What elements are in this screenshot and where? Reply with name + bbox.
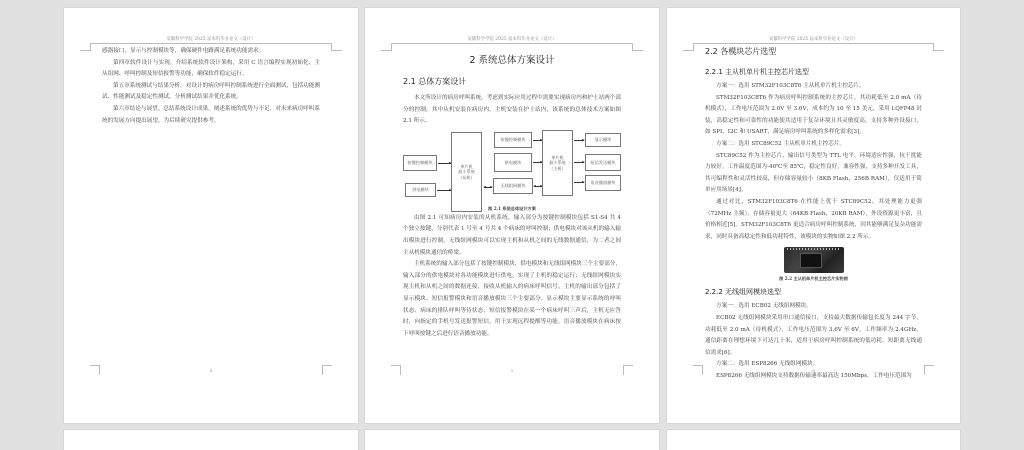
bidirectional-arrow-icon <box>534 186 542 187</box>
figure-caption: 图 2.2 主从机单片机主控芯片实物图 <box>779 276 848 282</box>
voice-module: 语音播放模块 <box>585 175 621 191</box>
paragraph: 方案一：选用 STM32F103C8T6 主从机单片机主控芯片。 <box>716 83 865 89</box>
page-body <box>403 52 621 340</box>
arrow-icon <box>437 190 451 191</box>
sms-module: 短信发送模块 <box>585 154 621 171</box>
page-header: 安徽科学学院 2025 届本科毕业论文（设计） <box>768 37 858 42</box>
paragraph: 由图 2.1 可知病房内安装的从机系统，输入部分为按键控制模块包括 S1-S4 共 4 个独立按键，分别代表 1 号至 4 号共 4 个病床的呼叫控制；供电模块对该从机的输入输出模块进行控制。无线组网模块可以实现主机和从机之间的无线数据通信，为二者之间主从机模块通信的桥梁。 <box>403 214 621 256</box>
paragraph: 通过对比，STM32F103C8T6 在性能上优于 STC89C52，其处理能力更强（72MHz 主频），存储容量更大（64KB Flash，20KB RAM），外设资源更丰富，且价格相近[5]。STM32F103C8T6 更适合病房呼叫控制系统，因其能够满足复杂功能需求，同时具备高稳定性和低功耗特性，该模块的实物如图 2.2 所示。 <box>705 198 922 240</box>
page-body <box>102 46 320 127</box>
subsection-title: 2.2.2 无线组网模块选型 <box>705 288 782 297</box>
document-page-5 <box>365 8 659 423</box>
document-page-next <box>64 430 358 450</box>
page-header: 安徽科学学院 2025 届本科毕业论文（设计） <box>467 37 557 42</box>
master-mcu-core: 单片机 最小系统 （主机） <box>542 130 573 196</box>
document-page-4 <box>64 8 358 423</box>
slave-mcu-core: 单片机 最小系统 （从机） <box>451 132 482 212</box>
arrow-icon <box>574 182 584 183</box>
wireless-network-module: 无线组网模块 <box>493 178 533 194</box>
section-title: 2.1 总体方案设计 <box>403 77 467 86</box>
paragraph: STM32F103C8T6 作为病房呼叫控制系统的主控芯片，其功耗低至 2.0 mA（待机模式），工作电压范围为 2.0V 至 3.6V，成本约为 10 至 15 美元，采用 LQFP48 封装，高稳定性和可靠性的功能使其适用于复杂环境且其灵敏度高，支持多种外设接口，如 SPI、I2C 和 USART，满足病房呼叫系统的多样化需求[3]。 <box>705 94 922 136</box>
paragraph: STC89C52 作为主控芯片，输出信号类型为 TTL 电平，环境适应性强，抗干扰能力较好，工作温度范围为-40℃至 85℃，稳定性良好，兼容性强，支持多种开发工具，其可编程性和灵活性较高，但存储容量较小（8KB Flash，256B RAM），仅适用于简单应用场景[4]。 <box>705 152 922 194</box>
arrow-icon <box>438 163 451 164</box>
header-rule <box>391 43 633 51</box>
paragraph: 方案二：选用 ESP8266 无线组网模块。 <box>716 361 819 368</box>
master-keypad-module: 按键控制模块 <box>494 132 532 148</box>
arrow-icon <box>533 140 542 141</box>
paragraph: 本文所设计的病房呼叫系统，考虑到实际应用过程中需要实现病房内和护士站两个部分的控制，其中从机安装在病房内，主机安装在护士站内，该系统的总体技术方案如图 2.1 所示。 <box>403 95 621 125</box>
paragraph: 方案二：选用 STC89C52 主从机单片机主控芯片。 <box>716 140 846 147</box>
paragraph: 主机系统的输入部分包括了按键控制模块、供电模块和无线组网模块三个主要部分，输入部分的供电模块对各功能模块进行供电，实现了主机的稳定运行；无线组网模块实现主机和从机之间的数据连接，接收从机输入的病床呼叫信号。主机的输出部分包括了显示模块、短信报警模块和语音播放模块三个主要部分。显示模块主要显示系统的呼叫状态、病床的排队呼叫等待状态；短信报警模块在某一个病床呼叫三声后，主机无应答时，向指定的手机号发送报警短信，用于实现远程提醒等功能。语音播放模块在病床按下呼叫按键之后进行语音播放功能。 <box>403 261 621 337</box>
arrow-icon <box>574 140 584 141</box>
page-number: 4 <box>209 368 213 373</box>
arrow-icon <box>574 162 584 163</box>
system-block-diagram <box>403 130 625 220</box>
document-page-next <box>365 430 659 450</box>
slave-keypad-module: 按键控制模块 <box>403 155 437 171</box>
section-title: 2.2 各模块芯片选型 <box>705 47 777 56</box>
paragraph: 方案一：选用 ECB02 无线组网模块。 <box>716 303 812 310</box>
document-page-next <box>667 430 960 450</box>
master-power-module: 供电模块 <box>494 153 532 172</box>
paragraph: ECB02 无线组网模块采用串口通信接口，支持最大数据传输包长度为 244 字节，功耗低至 2.0 mA（待机模式），工作电压范围为 3.6V 至 6V，工作频率为 2.4GHz，通信距离在理想环境下可达几十米，适用于病房呼叫控制系统的低功耗、短距离无线通信需求[6]。 <box>705 314 922 356</box>
display-module: 显示模块 <box>585 133 621 147</box>
paragraph: 感器接口、显示与控制模块等，确保硬件电路满足系统功能需求。 <box>102 48 265 54</box>
document-page-6 <box>667 8 960 423</box>
paragraph: 第五章系统测试与结果分析。对设计的病房呼叫控制系统进行全面测试，包括功能测试、性能测试及稳定性测试，分析测试结果并优化系统。 <box>102 82 320 101</box>
canvas-background <box>960 0 1024 437</box>
bidirectional-arrow-icon <box>484 187 492 188</box>
paragraph: 第四章软件设计与实现。介绍系统软件设计架构，采用 C 语言编程实现初始化、主从组网、呼叫控制及短信报警等功能，确保软件稳定运行。 <box>102 59 320 78</box>
page-header: 安徽科学学院 2025 届本科毕业论文（设计） <box>166 37 256 42</box>
arrow-icon <box>533 162 542 163</box>
page-body <box>705 44 922 382</box>
subsection-title: 2.2.1 主从机单片机主控芯片选型 <box>705 68 810 76</box>
page-number: 5 <box>510 368 514 373</box>
slave-power-module: 供电模块 <box>405 183 436 197</box>
paragraph: 第六章结论与展望。总结系统设计成果，阐述系统的优势与不足，对未来病房呼叫系统的发展方向提出展望，为后续研究提供参考。 <box>102 105 320 124</box>
chapter-title: 2 系统总体方案设计 <box>469 55 555 66</box>
paragraph: ESP8266 无线组网模块支持数据传输速率最高达 150Mbps，工作电压范围为 <box>716 372 912 379</box>
page-number: 6 <box>812 368 815 373</box>
mcu-board-photo <box>784 247 844 273</box>
figure-caption: 图 2.1 系统总体设计方案 <box>488 205 536 211</box>
